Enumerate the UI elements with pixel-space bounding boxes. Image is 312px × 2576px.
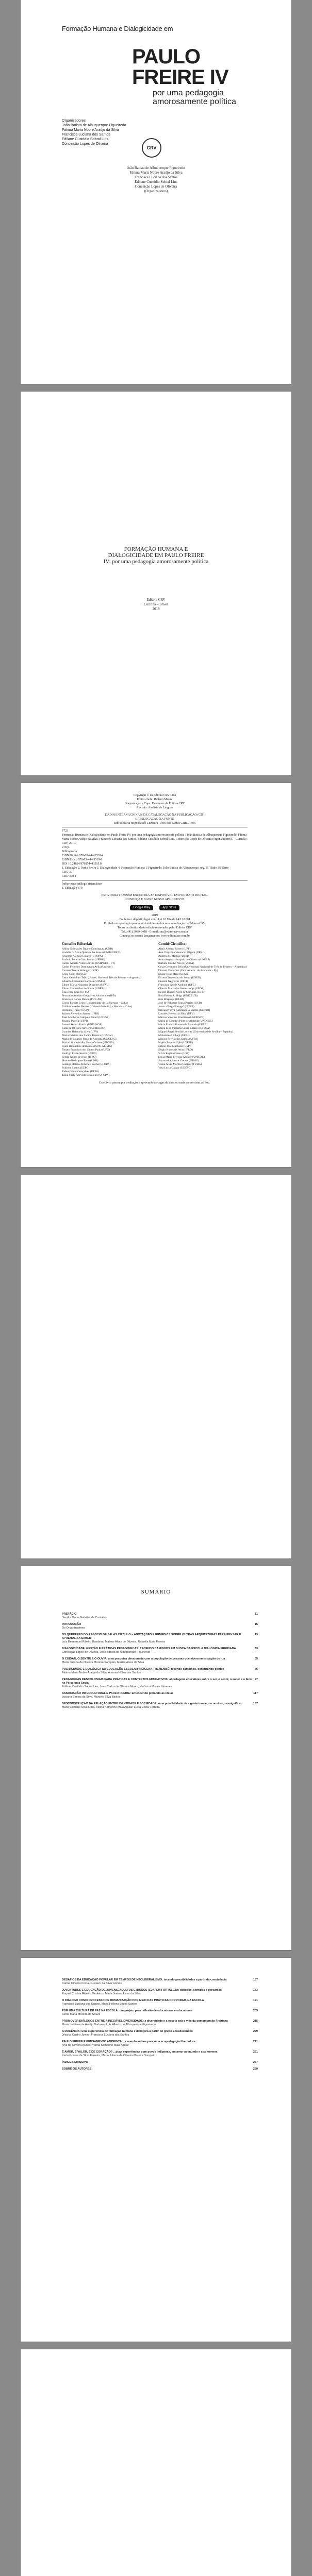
board-member: Barbara Coelho Neves (UFBA) xyxy=(158,962,194,965)
board-member: Carlos Alberto Vilar Estêvão (UMINHO – PT) xyxy=(62,962,115,965)
board-member: Silvia Regina Canan (URI) xyxy=(158,1052,189,1055)
summary-entry-head xyxy=(62,2020,258,2023)
digital-note: ESTA OBRA TAMBÉM ENCONTRA-SE DISPONÍVEL EM FORMATO DIGITAL. xyxy=(101,894,208,897)
summary-entry[interactable] xyxy=(62,1657,258,1665)
board-member: Aldira Guimarães Duarte Domínguez (UNB) xyxy=(62,947,113,951)
summary-entry-head xyxy=(62,1702,258,1706)
cover-title-line1: PAULO xyxy=(132,45,201,68)
board-member: Gloria Fariñas León (Universidade de La Havana – Cuba) xyxy=(62,1002,128,1005)
summary-entry-authors: Jéssica Castro Jovino, Francisca Luciana dos Santos xyxy=(62,2033,129,2037)
cover-subtitle-line2: amorosamente política xyxy=(153,97,236,106)
summary-entry-page: 257 xyxy=(253,2061,258,2064)
summary-entry-title: DIALOGICIDADE, GESTÃO E PRÁTICAS PEDAGÓGICAS: TECENDO CAMINHOS EM BUSCA DA ESCOLA DIALÓGICA FREIRIANA xyxy=(62,1647,236,1650)
summary-entry-title: DESCONSTRUÇÃO DA RELAÇÃO ENTRE IDENTIDADE E SOCIEDADE: uma possibilidade de a gente inovar, reconstruir, ressignificar xyxy=(62,1702,242,1705)
summary-entry-head xyxy=(62,2067,258,2071)
summary-entry-title: JUVENTUDES E EDUCAÇÃO DE JOVENS, ADULTOS E IDOSOS (EJA) EM FORTALEZA: diálogos, sentidos e percursos xyxy=(62,1989,222,1992)
staff-line: Revisão: Analista de Línguas xyxy=(136,806,173,809)
board-member: Sydione Santos (UEPG) xyxy=(62,1066,90,1070)
board-member: Helmuth Krüger (UCP) xyxy=(62,1009,89,1012)
summary-entry-authors: Ivna de Oliveira Nunes, Yanna Katherine Maia Aguiar xyxy=(62,2044,129,2047)
cover-name: Conceição Lopes de Oliveira xyxy=(135,184,177,189)
board-member: Solange Helena Ximenes-Rocha (UFOPA) xyxy=(62,1063,111,1066)
board-member: Guillermo Arias Beatón (Universidade de La Havana – Cuba) xyxy=(62,1005,132,1008)
summary-entry-title: ASSOCIAÇÃO INTERCULTURAL E PAULO FREIRE: Entendendo pilhando as ideias xyxy=(62,1692,174,1695)
cip-title: DADOS INTERNACIONAIS DE CATALOGAÇÃO NA PUBLICAÇÃO (CIP) xyxy=(105,814,205,817)
staff-line: Editor-chefe: Railson Moura xyxy=(137,798,173,801)
board-member: Jussara Fraga Portugal (UNEB) xyxy=(158,1005,194,1008)
summary-page xyxy=(21,1566,291,1950)
summary-entry-page: 97 xyxy=(254,1678,258,1681)
summary-entry-head xyxy=(62,2061,258,2064)
summary-entry[interactable] xyxy=(62,2061,258,2064)
summary-entry-authors: Luciana Santos da Silva, Marcelo Silva Bastos xyxy=(62,1696,121,1699)
summary-entry-page: 55 xyxy=(254,1657,258,1660)
cover-title xyxy=(132,46,256,88)
board-member: Mohammed Elhajji (UFRJ) xyxy=(158,1034,190,1037)
summary-entry-page: 259 xyxy=(253,2067,258,2071)
summary-entry-head xyxy=(62,2050,258,2054)
board-member: Fernando Antônio Gonçalves Alcoforado (IPB) xyxy=(62,994,116,997)
committee-title: Comitê Científico: xyxy=(158,942,187,946)
board-member: Tania Suely Azevedo Brasileiro (UFOPA) xyxy=(62,1074,110,1077)
editorial-board xyxy=(62,942,248,1077)
editorial-council xyxy=(62,942,151,1077)
summary-title: SUMÁRIO xyxy=(141,1589,171,1595)
summary-entry-title: O CUIDAR, O SENTIR E O OUVIR: uma pesquisa direcionada com a população de pessoas que vivem em situação de rua xyxy=(62,1657,225,1660)
board-member: Carmen Tereza Velanga (UNIR) xyxy=(62,969,98,972)
cover-organizer: Conceição Lopes de Oliveira xyxy=(62,142,108,146)
cover-organizer: João Batista de Albuquerque Figueiredo xyxy=(62,124,126,127)
summary-entry-title: É AMOR, É VALOR, É DE CORAÇÃO? ...duas experiências com povos indígenas, em amor ao mundo e aos homens xyxy=(62,2050,218,2054)
summary-entry-page: 33 xyxy=(254,1647,258,1650)
board-member: Maria Cristina dos Santos Bezerra (UFSCar) xyxy=(62,1034,113,1037)
board-member: Mônica Pereira dos Santos (UFRJ) xyxy=(158,1038,198,1041)
committee-list xyxy=(158,947,248,1070)
board-member: Carlos Federico Dominguez Avila (Unieuro) xyxy=(62,965,112,969)
cover-org-label: Organizadores xyxy=(62,119,86,123)
board-member: Maria de Lourdes Pinto de Almeida (UNOESC) xyxy=(158,1020,213,1023)
cover-name: (Organizadores) xyxy=(144,189,168,193)
board-member: Ilma Passos A. Veiga (UNICEUB) xyxy=(158,994,198,997)
summary-entry-authors: Maria Juliana de Oliveira Moreira Sampaio, Marília Alves da Silva xyxy=(62,1661,144,1664)
cover-organizer: Fátima Maria Nobre Araújo da Silva xyxy=(62,128,119,132)
summary-entry-authors: Karla Gomes da Silva Ferreira, Maria Juliana de Oliveira Moreira Sampaio xyxy=(62,2054,155,2057)
cover-name: Fátima Maria Nobre Araújo da Silva xyxy=(129,171,183,175)
summary-entry-page: 215 xyxy=(253,2020,258,2023)
cover-subtitle xyxy=(153,89,236,106)
title-page-title xyxy=(21,546,291,565)
summary-entry-page: 251 xyxy=(253,2050,258,2054)
summary-entry-title: DESAFIOS DA EDUCAÇÃO POPULAR EM TEMPOS DE NEOLIBERALISMO: tecendo possibilidades a partir da convivência xyxy=(62,1978,227,1981)
ficha-line: CDD 370.1 xyxy=(62,875,76,878)
summary-entry-title: ÍNDICE REMISSIVO xyxy=(62,2061,88,2064)
summary-entry-head xyxy=(62,2040,258,2044)
cip-sub: CATALOGAÇÃO NA FONTE xyxy=(135,818,174,821)
summary-entry-head xyxy=(62,1633,258,1640)
summary-entry-head xyxy=(62,1623,258,1626)
board-member: Lourdes Helena da Silva (UFV) xyxy=(158,1012,195,1015)
board-member: João Adalberto Campato Junior (UNESP) xyxy=(62,1016,109,1019)
board-member: Elizeu Clementino de Souza (UNEB) xyxy=(158,976,201,979)
board-member: Jailson Alves dos Santos (UFRJ) xyxy=(62,1012,100,1015)
summary-entry[interactable] xyxy=(62,1668,258,1675)
summary-entry-authors: Raquel Cristina Ribeiro Medeiros, Maria Joelma Alves da Silva xyxy=(62,1992,141,1995)
board-member: Eduardo Fernandes Barbosa (UFMG) xyxy=(62,980,105,983)
summary-entry-head xyxy=(62,1647,258,1651)
summary-entry-page: 19 xyxy=(254,1633,258,1636)
title-page-publisher xyxy=(21,598,291,612)
summary-entry-authors: Maria Leidiane de Araújo Barbosa, Luiz Alberto de Albuquerque Figueiredo xyxy=(62,2023,156,2026)
board-member: Lourdes Helena da Silva (UFV) xyxy=(62,1030,98,1033)
summary-entry[interactable] xyxy=(62,1623,258,1630)
board-member: Tadeu Oliver Gonçalves (UFPA) xyxy=(62,1070,99,1073)
summary-entry[interactable] xyxy=(62,2009,258,2016)
summary-entry-authors: Cintia Maria Moreira de Souza xyxy=(62,2013,101,2016)
title-line: IV: por uma pedagogia amorosamente política xyxy=(103,558,209,565)
board-member: Ana Chrystina Venancio Mignot (UERJ) xyxy=(158,951,205,954)
board-member: Antônio Pereira Gaio Júnior (UFRRJ) xyxy=(62,958,105,961)
board-member: Andréia da Silva Quintanilha Sousa (UNIR/UFRN) xyxy=(62,951,121,954)
google-play-badge[interactable]: Google Play xyxy=(130,905,153,910)
summary-entry-page: 241 xyxy=(253,2040,258,2043)
board-member: Sérgio Nunes de Jesus (IFRO) xyxy=(62,1056,96,1059)
summary-entry-page: 203 xyxy=(253,2009,258,2012)
board-member: Maria Eurácia Barreto de Andrade (UFRB) xyxy=(158,1023,208,1026)
summary-entry-title: OS QUERERES DO REGÓCIO DE SALAS CÍRCULO – ANOTAÇÕES E REMÉDIOS SOBRE OUTRAS ARQUITETURAS PARA PENSAR E APRENDER A SABER xyxy=(62,1633,241,1640)
cover-subtitle-line1: por uma pedagogia xyxy=(153,89,224,97)
legal-line: Todos os direitos desta edição reservados pela: Editora CRV xyxy=(117,926,192,929)
publisher-line: 2019 xyxy=(152,607,160,611)
cover-organizer: Edilane Custódio Sobral Lins xyxy=(62,138,108,141)
board-member: Maria de Lourdes Pinto de Almeida (UNOESC) xyxy=(62,1038,117,1041)
summary-entry-head xyxy=(62,1668,258,1671)
blank-page xyxy=(21,1175,291,1558)
ficha-line: ISBN Digital 978-85-444-3520-4 xyxy=(62,854,104,857)
title-line: FORMAÇÃO HUMANA E xyxy=(124,546,188,552)
summary-entry[interactable] xyxy=(62,1633,258,1644)
summary-entry-head xyxy=(62,2009,258,2013)
board-member: Marcos Vinicius Francisco (UNOESTE) xyxy=(158,1016,204,1019)
ficha-line: Formação Humana e Dialogicidade em Paulo Freire IV: por uma pedagogia amorosamente política / João Batista de Albuquerque Figueiredo, Fátima Maria Nobre Araújo da Silva, Francisca Luciana dos Santos, Edilane Custódio Sobral Lins, Conceição Lopes de Oliveira (organizadores). – Curitiba : CRV, 2019. xyxy=(62,834,248,845)
summary-entry[interactable] xyxy=(62,2030,258,2037)
publisher-line: Editora CRV xyxy=(146,598,166,602)
board-member: Francisco Ari de Andrade (UFC) xyxy=(158,984,196,987)
legal-line: Conheça os nossos lançamentos: www.editoracrv.com.br xyxy=(119,935,190,938)
title-line: DIALOGICIDADE EM PAULO FREIRE xyxy=(108,552,204,558)
board-member: Nilson José Machado (USP) xyxy=(158,1045,191,1048)
copyright-line: Copyright © da Editora CRV Ltda xyxy=(133,794,176,797)
board-member: Maria Lília Imbiriba Sousa Colares (UFOPA) xyxy=(158,1027,210,1030)
summary-entry-authors: Carina Oliveira Costa, Gustavo da Silva Gomes xyxy=(62,1982,122,1985)
board-member: Sérgio Nunes de Jesus (IFRO) xyxy=(158,1048,193,1052)
board-member: Anna Augusta Sampaio de Oliveira (UNESP) xyxy=(158,958,210,961)
legal-line: Tel.: (41) 3039-6418 - E-mail: sac@editoracrv.com.br xyxy=(121,930,188,934)
board-member: Lídia de Oliveira Xavier (UNIEURO) xyxy=(62,1027,105,1030)
ficha-line: 218 p. xyxy=(62,846,70,849)
board-member: Anselmo Alencar Colares (UFOPA) xyxy=(62,955,103,958)
cip-librarian: Bibliotecária responsável: Luzenira Alves dos Santos CRB9/1506 xyxy=(114,822,195,825)
summary-list-2 xyxy=(62,1978,258,2074)
publisher-logo-icon: CRV xyxy=(142,138,161,158)
board-member: Gláucia Maria dos Santos Jorge (UFOP) xyxy=(158,987,204,990)
board-member: Simone Rodrigues Pinto (UNB) xyxy=(62,1059,98,1062)
board-member: Paulo Romualdo Hernandes (UNIFAL-MG) xyxy=(62,1045,112,1048)
summary-entry-title: SOBRE OS AUTORES xyxy=(62,2067,92,2071)
summary-entry-authors: Luís Emmanuel Ribeiro Bandeira, Mateus Alves de Oliveira, Rafaella Maia Pereira xyxy=(62,1640,166,1643)
board-member: Najela Tavares Ujiie (UTFPR) xyxy=(158,1041,193,1044)
cover-organizer: Francisca Luciana dos Santos xyxy=(62,133,110,137)
summary-entry-head xyxy=(62,1613,258,1616)
board-member: Renato Francisco dos Santos Paula (UFG) xyxy=(62,1048,110,1052)
summary-entry-title: A DOCÊNCIA: uma experiência de formação humana e dialógica a partir do grupo Ecoeducandes xyxy=(62,2030,193,2033)
board-member: Cesar Gerónimo Tello (Univer. Nacional Três de Febrero – Argentina) xyxy=(62,976,142,979)
ficha-line: CDU 37 xyxy=(62,871,73,874)
board-member: Francisco Carlos Duarte (PUC-PR) xyxy=(62,998,102,1001)
summary-entry-head xyxy=(62,1678,258,1685)
title-page xyxy=(21,392,291,775)
cover-names xyxy=(21,166,291,194)
summary-entry[interactable] xyxy=(62,2040,258,2047)
ficha-line: ISBN Físico 978-85-444-3519-8 xyxy=(62,858,103,861)
cover-top-line: Formação Humana e Dialogicidade em xyxy=(62,25,173,32)
summary-entry-page: 191 xyxy=(253,1999,258,2002)
board-member: Diosnel Centurion (Univ Americ. de Asunción – Py) xyxy=(158,969,218,972)
summary-entry-page: 157 xyxy=(253,1978,258,1981)
summary-entry-page: 137 xyxy=(253,1702,258,1705)
summary-list xyxy=(62,1613,258,1713)
summary-entry-title: INTRODUÇÃO xyxy=(62,1623,81,1626)
summary-entry[interactable] xyxy=(62,1702,258,1709)
summary-entry-page: 117 xyxy=(253,1692,258,1695)
board-member: Vânia Alves Martins Chaigar (FURG) xyxy=(158,1063,202,1066)
board-member: Suzana dos Santos Gomes (UFMG) xyxy=(158,1059,199,1062)
board-member: Cesar Gerónimo Tello (Universidad Nacional de Três de Febrero – Argentina) xyxy=(158,965,247,969)
summary-entry[interactable] xyxy=(62,1692,258,1699)
council-list xyxy=(62,947,151,1077)
summary-entry-title: PEDAGOGIAS DESCOLONIAIS PARA PRÁTICAS E CONTEXTOS EDUCATIVOS: abordagens educativas sobre o ser, o sentir, o saber e o fazer na Psicologia Social xyxy=(62,1678,253,1685)
staff-line: Diagramação e Capa: Designers da Editora CRV xyxy=(124,802,185,805)
summary-entry-head xyxy=(62,1978,258,1982)
summary-entry-authors: Os Organizadores xyxy=(62,1626,85,1630)
copyright-page xyxy=(21,783,291,1167)
blank-page xyxy=(21,2349,291,2576)
summary-entry-head xyxy=(62,1989,258,1992)
app-store-badge[interactable]: App Store xyxy=(159,905,179,910)
board-member: Rodrigo Pratte-Santos (UFES) xyxy=(62,1052,97,1055)
board-member: Elione Maria Nogueira Diogenes (UFAL) xyxy=(62,984,109,987)
legal-line: Foi feito o depósito legal conf. Lei 10.994 de 14/12/2004 xyxy=(119,918,190,921)
board-member: Celso Conti (UFSCar) xyxy=(62,973,88,976)
summary-entry-page: 11 xyxy=(255,1613,258,1616)
ficha-line: Bibliografia xyxy=(62,850,77,853)
summary-entry-head xyxy=(62,1657,258,1661)
summary-entry-authors: Francisca Luciana dos Santos, Maria Hellena Lopes Santos xyxy=(62,2003,137,2006)
cover-name: Edilane Custódio Sobral Lins xyxy=(135,180,177,184)
review-note: Este livro passou por avaliação e aprovação às cegas de duas ou mais pareceristas ad hoc. xyxy=(99,1081,210,1084)
summary-entry-head xyxy=(62,2030,258,2033)
summary-entry-authors: Edilane Custódio Sobral Lins, Jean Carlos de Oliveira Moura, Verônica Morais Ximenes xyxy=(62,1685,172,1688)
summary-entry-page: 75 xyxy=(254,1668,258,1671)
board-member: Andréia N. Militão (UEMS) xyxy=(158,955,191,958)
legal-line: Proibida a reprodução parcial ou total desta obra sem autorização da Editora CRV xyxy=(104,922,206,925)
summary-entry-page: 229 xyxy=(253,2030,258,2033)
summary-entry-title: POLITICIDADE E DIALÓGICA NA EDUCAÇÃO ESCOLAR INDÍGENA TREMEMBÉ: tecendo caminhos, construindo pontes xyxy=(62,1668,224,1671)
summary-entry-head xyxy=(62,1999,258,2003)
summary-entry-title: PROMOVER DIÁLOGOS ENTRE A INEGÁVEL DIVERSIDADE: a diversidade e a escola sob o viés da compreensão Freiriana xyxy=(62,2020,228,2023)
summary-entry-title: O DIÁLOGO COMO PROCESSO DE HUMANIZAÇÃO POR MEIO DAS PRÁTICAS CORPORAIS NA ESCOLA xyxy=(62,1999,204,2002)
summary-entry-authors: Maria Leidiane Silva Lima, Yanna Katherine Maia Aguiar, Lúcia Costa Ferreira xyxy=(62,1706,160,1709)
summary-entry-page: 173 xyxy=(253,1989,258,1992)
summary-entry-title: PAULO FREIRE E PENSAMENTO AMBIENTAL: cavando ambos para uma ecopedagogia libertadora xyxy=(62,2040,195,2043)
board-member: Sonia Maria Ferreira Koehler (UNISAL) xyxy=(158,1056,205,1059)
board-member: Altair Alberto Fávero (UPF) xyxy=(158,947,191,951)
board-member: Élsio José Corá (UFFS) xyxy=(62,991,89,994)
summary-entry-page: 15 xyxy=(254,1623,258,1626)
summary-entry-title: PREFÁCIO xyxy=(62,1613,77,1616)
copyright-block xyxy=(62,793,248,1084)
app-note: CONHEÇA E BAIXE NOSSO APLICATIVO! xyxy=(125,898,184,901)
cover-name: João Batista de Albuquerque Figueiredo xyxy=(127,166,185,170)
board-member: Inês Bragança (UERJ) xyxy=(158,998,184,1001)
summary-page-2 xyxy=(21,1958,291,2342)
board-member: Leonel Severo Rocha (UNISINOS) xyxy=(62,1023,103,1026)
publisher-line: Curitiba – Brasil xyxy=(144,602,168,606)
ficha-line: 1. Educação 2. Paulo Freire 3. Dialogicidade 4. Formação Humana I. Figueiredo, João Batista de Albuquerque. org. II. Título III. Série xyxy=(62,867,229,870)
board-member: Míguel Ángel Sevilla Lorente (Universidad de Sevilla – Espanha) xyxy=(158,1030,234,1033)
summary-entry-authors: Fátima Maria Nobre Araújo da Silva, Antonia Núbia dos Santos xyxy=(62,1671,141,1674)
cover-name: Francisca Luciana dos Santos xyxy=(134,175,177,179)
board-member: Josania Portela (UFPI) xyxy=(62,1020,88,1023)
council-title: Conselho Editorial: xyxy=(62,942,92,946)
board-member: Eliane Rose Maio (UEM) xyxy=(158,973,188,976)
scientific-committee xyxy=(158,942,248,1077)
board-member: Maria Lília Imbiriba Sousa Colares (UFOPA) xyxy=(62,1041,114,1044)
summary-entry[interactable] xyxy=(62,1989,258,1996)
board-member: Kilwangy Kya Kapitango-a-Samba (Unemat) xyxy=(158,1009,210,1012)
legal-line: 2019 xyxy=(152,914,158,917)
board-member: Helder Buenos Aires de Carvalho (UFPI) xyxy=(158,991,205,994)
board-member: José de Ribamar Sousa Pereira (UCB) xyxy=(158,1002,202,1005)
cover-organizers xyxy=(62,118,126,146)
summary-entry[interactable] xyxy=(62,1678,258,1689)
summary-entry[interactable] xyxy=(62,2067,258,2071)
summary-entry-authors: Sandra Maria Gadelha de Carvalho xyxy=(62,1616,107,1619)
ficha-line: F723 xyxy=(62,829,69,833)
summary-entry[interactable] xyxy=(62,1999,258,2006)
cover-title-line2: FREIRE IV xyxy=(132,66,228,89)
summary-entry-head xyxy=(62,1692,258,1696)
cover-page xyxy=(21,0,291,384)
ficha-line: DOI 10.24824/978854443519.8 xyxy=(62,862,102,866)
summary-entry[interactable] xyxy=(62,2050,258,2058)
summary-entry-authors: Conceição Lopes de Oliveira, João Batista de Albuquerque Figueiredo xyxy=(62,1651,151,1654)
summary-entry[interactable] xyxy=(62,2020,258,2027)
board-member: Fauston Negreiros (UFPI) xyxy=(158,980,188,983)
store-badges xyxy=(62,902,248,913)
board-member: Vera Lucia Gaspar (UDESC) xyxy=(158,1066,191,1070)
board-member: Elizeu Clementino de Souza (UNEB) xyxy=(62,987,105,990)
index-note: Índice para catálogo sistemático 1. Educação 370 xyxy=(62,883,102,890)
summary-entry[interactable] xyxy=(62,1613,258,1620)
summary-entry-title: POR UMA CULTURA DE PAZ NA ESCOLA: um projeto para reflexão de educadoras e educadores xyxy=(62,2009,193,2012)
summary-entry[interactable] xyxy=(62,1978,258,1986)
summary-entry[interactable] xyxy=(62,1647,258,1654)
